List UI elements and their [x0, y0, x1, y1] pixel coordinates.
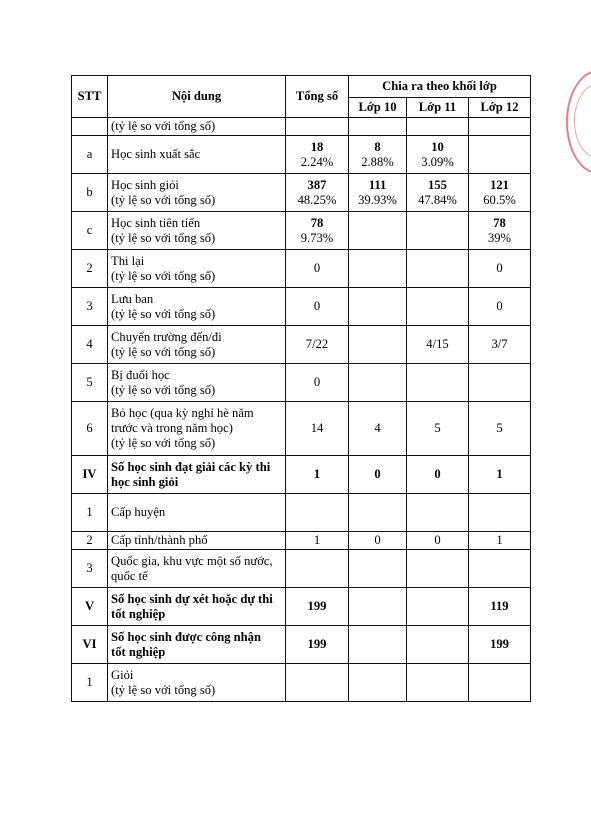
row-stt: 3	[72, 550, 108, 588]
row-stt: V	[72, 588, 108, 626]
row-total-cell	[286, 588, 349, 626]
row-content-line: Học sinh giỏi	[111, 177, 179, 192]
row-g11-cell	[407, 402, 469, 456]
header-grade-10: Lớp 10	[349, 98, 407, 118]
row-total-value: 199	[307, 599, 327, 613]
row-g10-cell	[349, 664, 407, 702]
row-g12-cell	[469, 288, 531, 326]
row-total-value: 18	[310, 139, 324, 154]
row-stt: 3	[72, 288, 108, 326]
row-g11-cell	[407, 550, 469, 588]
row-g12-value: 121	[490, 177, 509, 192]
row-content-line: tốt nghiệp	[111, 606, 166, 621]
row-content	[108, 212, 286, 250]
row-g12-value: 1	[496, 467, 503, 481]
row-stt: c	[72, 212, 108, 250]
row-content	[108, 136, 286, 174]
header-stt: STT	[72, 76, 108, 118]
header-grade-11: Lớp 11	[407, 98, 469, 118]
row-g11-value: 5	[434, 421, 441, 435]
row-content-line: Học sinh xuất sắc	[111, 147, 201, 161]
row-content	[108, 174, 286, 212]
row-g12-cell	[469, 326, 531, 364]
row-g10-cell	[349, 364, 407, 402]
row-stt: VI	[72, 626, 108, 664]
row-g10-value: 39.93%	[358, 192, 397, 207]
row-content-line: Cấp huyện	[111, 505, 166, 519]
row-total-cell	[286, 250, 349, 288]
row-g11-cell	[407, 456, 469, 494]
row-content-line: (tỷ lệ so với tổng số)	[111, 344, 216, 359]
row-stt: 6	[72, 402, 108, 456]
row-content-line: Số học sinh đạt giải các kỳ thi	[111, 459, 271, 474]
row-g12-cell	[469, 626, 531, 664]
row-g12-value: 0	[496, 261, 503, 275]
row-content-line: (tỷ lệ so với tổng số)	[111, 119, 216, 133]
row-content-line: Bỏ học (qua kỳ nghỉ hè năm	[111, 406, 254, 420]
table-row	[72, 212, 531, 250]
row-g12-cell	[469, 588, 531, 626]
row-total-value: 0	[313, 375, 321, 389]
row-content	[108, 326, 286, 364]
row-g10-cell	[349, 174, 407, 212]
row-content-line: Lưu ban	[111, 291, 154, 306]
row-stt: 1	[72, 664, 108, 702]
row-total-cell	[286, 212, 349, 250]
row-g10-cell	[349, 550, 407, 588]
row-stt: 2	[72, 250, 108, 288]
row-g12-cell	[469, 250, 531, 288]
row-total-value: 199	[307, 637, 327, 651]
row-total-value: 1	[313, 533, 321, 547]
row-g10-cell	[349, 212, 407, 250]
row-content	[108, 664, 286, 702]
row-content-line: (tỷ lệ so với tổng số)	[111, 230, 216, 245]
row-total-cell	[286, 118, 349, 136]
row-content-line: học sinh giỏi	[111, 474, 179, 489]
row-stt: a	[72, 136, 108, 174]
row-g12-value: 5	[496, 421, 503, 435]
table-row	[72, 494, 531, 532]
row-total-cell	[286, 136, 349, 174]
header-total: Tổng số	[286, 76, 349, 118]
row-g11-cell	[407, 250, 469, 288]
table-row	[72, 136, 531, 174]
row-total-cell	[286, 456, 349, 494]
row-content-line: Quốc gia, khu vực một số nước,	[111, 553, 273, 568]
row-g11-cell	[407, 364, 469, 402]
row-content	[108, 402, 286, 456]
row-total-cell	[286, 550, 349, 588]
row-g12-cell	[469, 550, 531, 588]
row-content	[108, 118, 286, 136]
row-g11-cell	[407, 494, 469, 532]
row-stt: b	[72, 174, 108, 212]
row-g10-cell	[349, 588, 407, 626]
row-total-value: 78	[310, 215, 324, 230]
row-g10-cell	[349, 402, 407, 456]
row-g11-cell	[407, 326, 469, 364]
table-row	[72, 532, 531, 550]
row-content-line: (tỷ lệ so với tổng số)	[111, 436, 216, 450]
row-content-line: (tỷ lệ so với tổng số)	[111, 682, 216, 697]
table-row	[72, 364, 531, 402]
row-total-value: 7/22	[305, 337, 329, 351]
row-g12-cell	[469, 118, 531, 136]
row-stt: 5	[72, 364, 108, 402]
row-content	[108, 550, 286, 588]
row-content-line: Chuyển trường đến/đi	[111, 329, 222, 344]
row-total-cell	[286, 532, 349, 550]
row-g11-value: 3.09%	[421, 154, 454, 169]
table-row	[72, 250, 531, 288]
row-content	[108, 494, 286, 532]
row-total-cell	[286, 174, 349, 212]
row-content-line: Cấp tỉnh/thành phố	[111, 533, 208, 547]
row-total-cell	[286, 626, 349, 664]
row-g12-value: 199	[490, 637, 509, 651]
table-body	[72, 118, 531, 702]
row-content	[108, 532, 286, 550]
row-total-value: 2.24%	[300, 154, 334, 169]
row-total-cell	[286, 494, 349, 532]
row-g12-cell	[469, 532, 531, 550]
row-g11-cell	[407, 118, 469, 136]
row-g10-value: 4	[374, 421, 381, 435]
row-g12-cell	[469, 364, 531, 402]
row-g12-value: 119	[490, 599, 509, 613]
row-total-value: 48.25%	[297, 192, 337, 207]
row-g12-value: 1	[496, 533, 503, 547]
row-total-cell	[286, 364, 349, 402]
row-g11-value: 0	[434, 533, 441, 547]
row-g10-value: 8	[374, 139, 381, 154]
row-g11-cell	[407, 136, 469, 174]
row-total-value: 0	[313, 299, 321, 313]
row-stt: IV	[72, 456, 108, 494]
row-g12-cell	[469, 494, 531, 532]
row-content-line: quốc tế	[111, 568, 148, 583]
table-row	[72, 626, 531, 664]
row-g10-value: 2.88%	[361, 154, 394, 169]
row-g12-cell	[469, 664, 531, 702]
row-stt: 2	[72, 532, 108, 550]
table-row	[72, 288, 531, 326]
row-g11-cell	[407, 664, 469, 702]
row-content-line: (tỷ lệ so với tổng số)	[111, 306, 216, 321]
row-g10-value: 0	[374, 467, 381, 481]
row-g10-cell	[349, 456, 407, 494]
table-row	[72, 456, 531, 494]
header-grade-split: Chia ra theo khối lớp	[349, 76, 531, 98]
row-total-value: 14	[310, 421, 324, 435]
row-content-line: Bị đuổi học	[111, 367, 170, 382]
row-g11-value: 0	[434, 467, 441, 481]
table-row	[72, 588, 531, 626]
row-g10-cell	[349, 288, 407, 326]
row-g10-cell	[349, 136, 407, 174]
row-g12-cell	[469, 174, 531, 212]
row-g12-value: 39%	[487, 230, 512, 245]
row-stt: 1	[72, 494, 108, 532]
row-content	[108, 288, 286, 326]
row-content-line: Giỏi	[111, 667, 134, 682]
row-total-value: 387	[307, 177, 327, 192]
row-g10-value: 0	[374, 533, 381, 547]
row-total-cell	[286, 402, 349, 456]
table-header-row	[72, 76, 531, 98]
row-content	[108, 456, 286, 494]
row-stt	[72, 118, 108, 136]
statistics-table	[71, 75, 531, 702]
row-g12-cell	[469, 212, 531, 250]
row-content-line: (tỷ lệ so với tổng số)	[111, 268, 216, 283]
row-g12-cell	[469, 456, 531, 494]
row-total-value: 9.73%	[300, 230, 334, 245]
row-content	[108, 588, 286, 626]
row-g11-value: 10	[431, 139, 444, 154]
row-content	[108, 626, 286, 664]
row-g10-cell	[349, 532, 407, 550]
row-content	[108, 364, 286, 402]
row-g10-value: 111	[368, 177, 387, 192]
row-content-line: (tỷ lệ so với tổng số)	[111, 192, 216, 207]
row-g12-value: 78	[493, 215, 506, 230]
row-g12-value: 0	[496, 299, 503, 313]
row-g11-value: 4/15	[426, 337, 449, 351]
row-total-value: 1	[313, 467, 321, 481]
row-total-value: 0	[313, 261, 321, 275]
row-content-line: Thi lại	[111, 253, 145, 268]
table-row	[72, 326, 531, 364]
table-row	[72, 664, 531, 702]
row-g10-cell	[349, 250, 407, 288]
row-g12-cell	[469, 402, 531, 456]
row-content-line: Số học sinh được công nhận	[111, 629, 261, 644]
table-row	[72, 402, 531, 456]
row-g11-cell	[407, 174, 469, 212]
row-total-cell	[286, 326, 349, 364]
row-content-line: Học sinh tiên tiến	[111, 215, 201, 230]
row-g11-value: 155	[428, 177, 447, 192]
header-grade-12: Lớp 12	[469, 98, 531, 118]
row-g11-cell	[407, 588, 469, 626]
row-g10-cell	[349, 494, 407, 532]
row-g10-cell	[349, 118, 407, 136]
row-g10-cell	[349, 326, 407, 364]
row-g11-cell	[407, 532, 469, 550]
row-content-line: (tỷ lệ so với tổng số)	[111, 382, 216, 397]
row-content-line: tốt nghiệp	[111, 644, 166, 659]
row-g11-cell	[407, 288, 469, 326]
row-g12-value: 60.5%	[483, 192, 516, 207]
row-g11-cell	[407, 212, 469, 250]
row-g10-cell	[349, 626, 407, 664]
row-g12-cell	[469, 136, 531, 174]
row-total-cell	[286, 664, 349, 702]
row-total-cell	[286, 288, 349, 326]
table-row	[72, 174, 531, 212]
row-content-line: Số học sinh dự xét hoặc dự thi	[111, 591, 273, 606]
row-content	[108, 250, 286, 288]
row-g12-value: 3/7	[491, 337, 508, 351]
table-row	[72, 118, 531, 136]
table-row	[72, 550, 531, 588]
row-g11-cell	[407, 626, 469, 664]
header-content: Nội dung	[108, 76, 286, 118]
row-g11-value: 47.84%	[418, 192, 457, 207]
row-content-line: trước và trong năm học)	[111, 421, 233, 435]
row-stt: 4	[72, 326, 108, 364]
